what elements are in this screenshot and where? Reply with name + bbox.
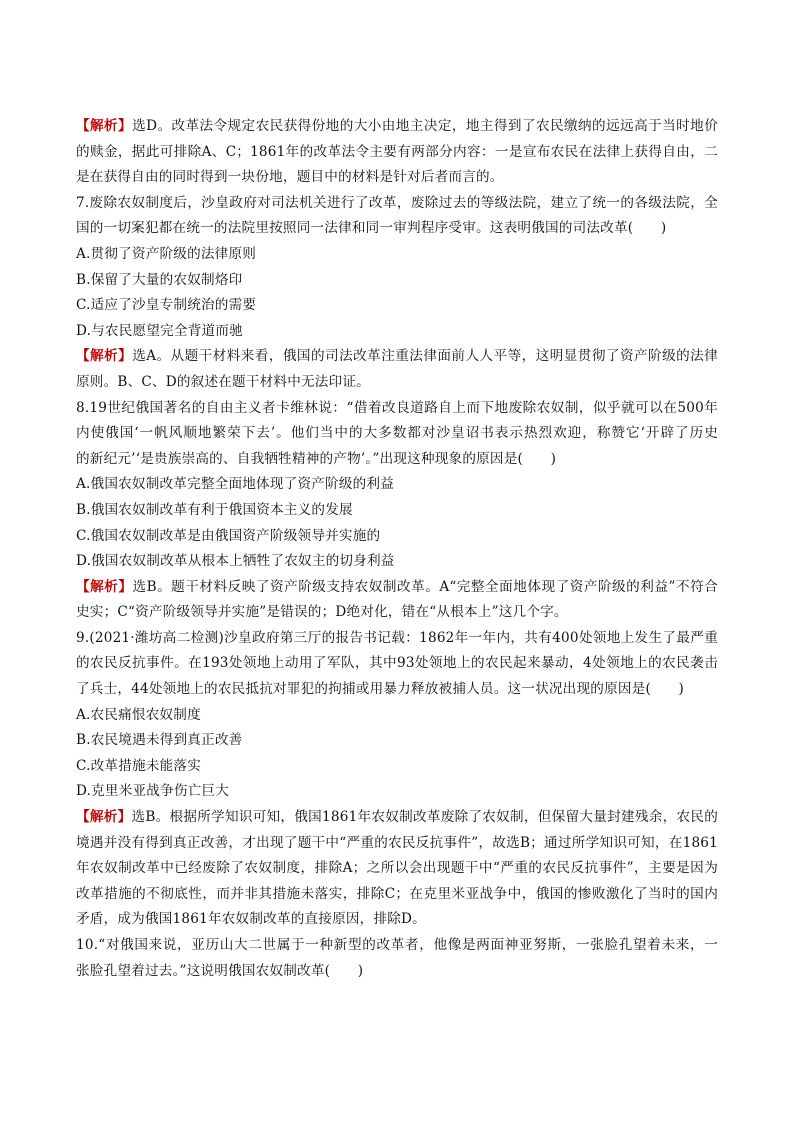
analysis-line: 矛盾，成为俄国1861年农奴制改革的直接原因，排除D。 — [76, 911, 426, 928]
question-7-option-a: A.贯彻了资产阶级的法律原则 — [76, 245, 257, 262]
question-7-option-b: B.保留了大量的农奴制烙印 — [76, 271, 243, 288]
analysis-line: 【解析】选A。从题干材料来看，俄国的司法改革注重法律面前人人平等，这明显贯彻了资产阶级的法律 — [76, 348, 718, 365]
question-7-option-c: C.适应了沙皇专制统治的需要 — [76, 297, 257, 314]
question-9-option-a: A.农民痛恨农奴制度 — [76, 706, 201, 723]
analysis-line: 原则。B、C、D的叙述在题干材料中无法印证。 — [76, 373, 370, 390]
analysis-tag: 【解析】 — [76, 809, 132, 826]
question-9-stem: 了兵士，44处领地上的农民抵抗对罪犯的拘捕或用暴力释放被捕人员。这一状况出现的原因是( ) — [76, 681, 685, 698]
analysis-line: 【解析】选B。题干材料反映了资产阶级支持农奴制改革。A“完整全面地体现了资产阶级的利益”不符合 — [76, 578, 718, 595]
analysis-tag: 【解析】 — [76, 348, 133, 365]
question-8-stem: 8.19世纪俄国著名的自由主义者卡维林说：“借着改良道路自上而下地废除农奴制，似乎就可以在500年 — [76, 399, 718, 416]
analysis-tag: 【解析】 — [76, 578, 133, 595]
question-8-option-d: D.俄国农奴制改革从根本上牺牲了农奴主的切身利益 — [76, 553, 395, 570]
analysis-line: 【解析】选D。改革法令规定农民获得份地的大小由地主决定，地主得到了农民缴纳的远远高于当时地价 — [76, 118, 719, 134]
question-9-option-b: B.农民境遇未得到真正改善 — [76, 732, 243, 749]
question-10-stem: 10.“对俄国来说，亚历山大二世属于一种新型的改革者，他像是两面神亚努斯，一张脸孔望着未来，一 — [76, 937, 718, 953]
analysis-line: 的赎金，据此可排除A、C；1861年的改革法令主要有两部分内容：一是宣布农民在法律上获得自由，二 — [76, 143, 718, 160]
question-7-stem: 7.废除农奴制度后，沙皇政府对司法机关进行了改革，废除过去的等级法院，建立了统一的各级法院，全 — [76, 194, 718, 211]
question-10-stem: 张脸孔望着过去。”这说明俄国农奴制改革( ) — [76, 962, 364, 979]
analysis-line: 改革措施的不彻底性，而并非其措施未落实，排除C；在克里米亚战争中，俄国的惨败激化了当时的国内 — [76, 885, 718, 902]
analysis-line: 史实；C“资产阶级领导并实施”是错误的；D绝对化，错在“从根本上”这几个字。 — [76, 604, 568, 621]
question-8-option-c: C.俄国农奴制改革是由俄国资产阶级领导并实施的 — [76, 527, 381, 544]
analysis-line: 境遇并没有得到真正改善，才出现了题干中“严重的农民反抗事件”，故选B；通过所学知识可知，在1861 — [76, 834, 718, 851]
question-8-option-a: A.俄国农奴制改革完整全面地体现了资产阶级的利益 — [76, 476, 394, 493]
question-9-option-c: C.改革措施未能落实 — [76, 757, 201, 774]
question-7-stem: 国的一切案犯都在统一的法院里按照同一法律和同一审判程序受审。这表明俄国的司法改革( ) — [76, 220, 667, 237]
question-7-option-d: D.与农民愿望完全背道而驰 — [76, 322, 243, 339]
analysis-line: 年农奴制改革中已经废除了农奴制度，排除A；之所以会出现题干中“严重的农民反抗事件”，主要是因为 — [76, 860, 718, 877]
question-8-option-b: B.俄国农奴制改革有利于俄国资本主义的发展 — [76, 501, 353, 518]
analysis-line: 【解析】选B。根据所学知识可知，俄国1861年农奴制改革废除了农奴制，但保留大量封建残余，农民的 — [76, 809, 718, 826]
question-9-stem: 的农民反抗事件。在193处领地上动用了军队，其中93处领地上的农民起来暴动，4处领地上的农民袭击 — [76, 655, 718, 672]
question-9-option-d: D.克里米亚战争伤亡巨大 — [76, 783, 230, 800]
analysis-line: 是在获得自由的同时得到一块份地，题目中的材料是针对后者而言的。 — [76, 169, 504, 186]
analysis-tag: 【解析】 — [76, 118, 133, 134]
question-8-stem: 的新纪元’‘是贵族崇高的、自我牺牲精神的产物’。”出现这种现象的原因是( ) — [76, 450, 557, 467]
question-9-stem: 9.(2021·潍坊高二检测)沙皇政府第三厅的报告书记载：1862年一年内，共有400处领地上发生了最严重 — [76, 629, 718, 646]
question-8-stem: 内使俄国‘一帆风顺地繁荣下去’。他们当中的大多数都对沙皇诏书表示热烈欢迎，称赞它‘开辟了历史 — [76, 425, 718, 442]
